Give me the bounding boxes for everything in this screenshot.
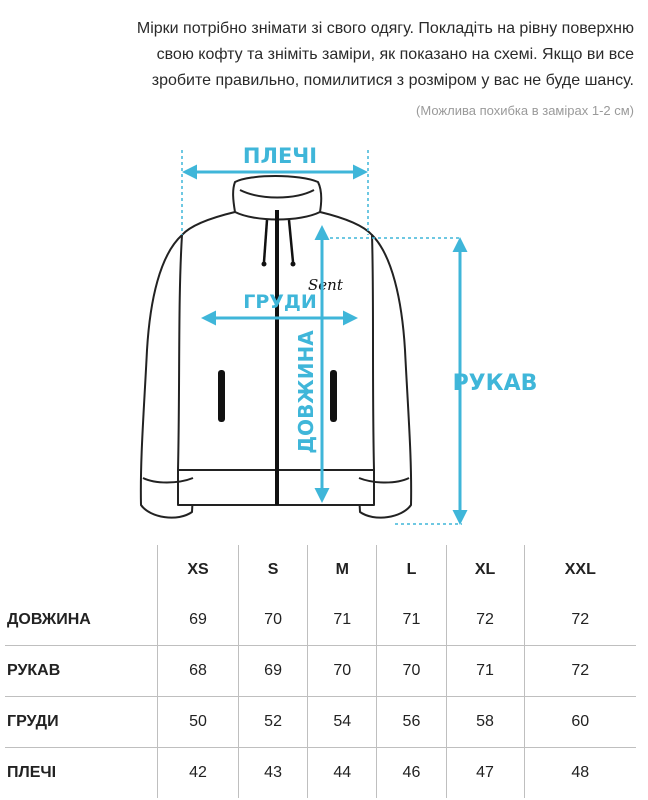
table-cell: 56 (377, 697, 446, 748)
table-cell: 71 (377, 595, 446, 646)
instructions-line-3: зробите правильно, помилитися з розміром у вас не буде шансу. (151, 72, 634, 89)
row-label-length: ДОВЖИНА (7, 611, 91, 628)
size-header-l: L (377, 545, 446, 595)
right-pocket (330, 370, 337, 422)
label-length: ДОВЖИНА (294, 330, 318, 454)
table-cell: 47 (446, 748, 524, 799)
instructions-text (14, 16, 634, 94)
table-cell: 71 (446, 646, 524, 697)
table-cell: 70 (238, 595, 307, 646)
label-shoulders: ПЛЕЧІ (242, 144, 318, 168)
size-chart-table (5, 545, 636, 798)
table-cell: 58 (446, 697, 524, 748)
instructions-line-2: свою кофту та зніміть заміри, як показано на схемі. Якщо ви все (156, 46, 634, 63)
row-label-shoulders: ПЛЕЧІ (5, 748, 158, 799)
table-cell: 69 (158, 595, 239, 646)
row-label-chest: ГРУДИ (5, 697, 158, 748)
size-header-row (5, 545, 636, 595)
table-cell: 72 (524, 646, 636, 697)
label-chest: ГРУДИ (243, 291, 317, 313)
table-cell: 42 (158, 748, 239, 799)
table-cell: 54 (308, 697, 377, 748)
table-row (5, 748, 636, 799)
table-cell: 46 (377, 748, 446, 799)
table-row (5, 595, 636, 646)
size-header-xxl: XXL (524, 545, 636, 595)
instructions-line-1: Мірки потрібно знімати зі свого одягу. Покладіть на рівну поверхню (136, 20, 634, 37)
table-row (5, 646, 636, 697)
table-cell: 44 (308, 748, 377, 799)
left-pocket (218, 370, 225, 422)
table-cell: 70 (308, 646, 377, 697)
table-cell: 69 (238, 646, 307, 697)
table-cell: 71 (308, 595, 377, 646)
table-cell: 50 (158, 697, 239, 748)
row-label-sleeve: РУКАВ (5, 646, 158, 697)
size-header-m: M (308, 545, 377, 595)
size-header-xl: XL (446, 545, 524, 595)
table-cell: 52 (238, 697, 307, 748)
table-cell: 68 (158, 646, 239, 697)
jacket-measurement-diagram (0, 130, 648, 540)
table-corner-cell (5, 545, 158, 595)
table-cell: 70 (377, 646, 446, 697)
chest-logo: Sent (308, 276, 343, 294)
label-sleeve: РУКАВ (452, 371, 538, 396)
size-header-xs: XS (158, 545, 239, 595)
table-cell: 72 (446, 595, 524, 646)
table-cell: 48 (524, 748, 636, 799)
size-header-s: S (238, 545, 307, 595)
table-cell: 60 (524, 697, 636, 748)
table-cell: 72 (524, 595, 636, 646)
table-cell: 43 (238, 748, 307, 799)
table-row (5, 697, 636, 748)
tolerance-note: (Можлива похибка в замірах 1-2 см) (416, 103, 634, 118)
